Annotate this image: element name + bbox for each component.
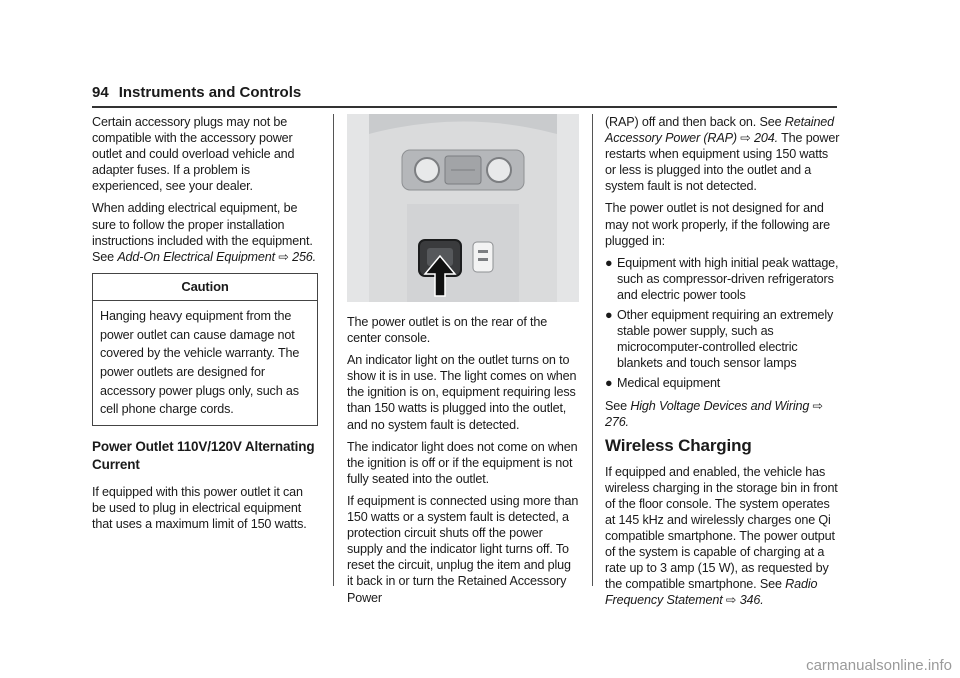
heading-wireless-charging: Wireless Charging: [605, 435, 752, 455]
caution-title: Caution: [93, 274, 317, 301]
list-item: ● Medical equipment: [605, 376, 721, 391]
paragraph-indicator-off: The indicator light does not come on when the ignition is off or if the equipment is not fully seated into the outlet.: [347, 439, 578, 486]
link-radio-frequency-statement[interactable]: Radio Frequency Statement: [605, 577, 818, 608]
page-ref-arrow-icon: ⇨: [740, 131, 751, 146]
page-ref-arrow-icon: ⇨: [812, 398, 823, 413]
page-ref-arrow-icon: ⇨: [725, 593, 737, 608]
bullet-icon: ●: [605, 376, 613, 391]
power-outlet-photo: [347, 114, 579, 302]
column-divider-left: [333, 114, 334, 586]
paragraph-wireless-charging: If equipped and enabled, the vehicle has wireless charging in the storage bin in front of the floor console. The system operates at 145 kHz and wirelessly charges one Qi compatible smartphone. The power output of the system is capable of charging at a rate up to 3 amp (15 W), as requested by the compatible smartphone. See Radio Frequency Statement ⇨ 346.: [605, 464, 838, 608]
paragraph-accessory-plugs: Certain accessory plugs may not be compatible with the accessory power outlet and could overload vehicle and adapter fuses. If a problem is experienced, see your dealer.: [92, 115, 295, 194]
column-divider-right: [592, 114, 593, 586]
link-high-voltage-devices[interactable]: High Voltage Devices and Wiring: [630, 398, 810, 413]
column-left: [92, 114, 318, 538]
equipment-list: [605, 255, 840, 392]
paragraph-outlet-location: The power outlet is on the rear of the center console.: [347, 315, 548, 346]
header-rule: [92, 106, 837, 108]
link-add-on-electrical-equipment[interactable]: Add-On Electrical Equipment: [117, 249, 275, 264]
section-title: Instruments and Controls: [118, 84, 302, 101]
caution-body: Hanging heavy equipment from the power outlet can cause damage not covered by the vehicle warranty. The power outlets are designed for accessory power plugs only, such as cell phone charge cords.: [100, 308, 300, 417]
paragraph-power-outlet-usage: If equipped with this power outlet it can be used to plug in electrical equipment that uses a maximum limit of 150 watts.: [92, 485, 307, 532]
paragraph-rap: (RAP) off and then back on. See Retained Accessory Power (RAP) ⇨ 204. The power restarts when equipment using 150 watts or less is plugged into the outlet and a system fault is not detected.: [605, 115, 840, 194]
paragraph-indicator-on: An indicator light on the outlet turns on to show it is in use. The light comes on when the ignition is on, equipment requiring less than 150 watts is plugged into the outlet, and no system fault is detected.: [347, 353, 577, 432]
column-right: [605, 114, 840, 615]
caution-box: [92, 273, 318, 426]
heading-power-outlet: Power Outlet 110V/120V Alternating Current: [92, 439, 315, 473]
link-retained-accessory-power[interactable]: Retained Accessory Power (RAP): [605, 115, 835, 146]
column-middle: [347, 114, 579, 612]
watermark: carmanualsonline.info: [806, 657, 952, 674]
page-header: [92, 84, 837, 108]
paragraph-protection-circuit: If equipment is connected using more than 150 watts or a system fault is detected, a protection circuit shuts off the power supply and the indicator light turns off. To reset the circuit, unplug the item and plug it back in or turn the Retained Accessory Power: [347, 493, 579, 605]
bullet-icon: ●: [605, 255, 613, 270]
list-item: ● Other equipment requiring an extremely stable power supply, such as microcomputer-controlled electric blankets and touch sensor lamps: [605, 308, 834, 371]
page-ref-204[interactable]: 204.: [754, 131, 778, 146]
paragraph-not-designed: The power outlet is not designed for and may not work properly, if the following are plugged in:: [605, 201, 831, 248]
page-ref-346[interactable]: 346.: [739, 593, 764, 608]
page-ref-256[interactable]: 256.: [292, 249, 317, 264]
paragraph-see-high-voltage: See High Voltage Devices and Wiring ⇨ 276.: [605, 398, 823, 429]
paragraph-adding-equipment: When adding electrical equipment, be sure to follow the proper installation instructions included with the equipment. See Add-On Electrical Equipment ⇨ 256.: [92, 201, 317, 264]
page-ref-276[interactable]: 276.: [605, 414, 629, 429]
page-number: 94: [92, 84, 109, 101]
list-item: ● Equipment with high initial peak wattage, such as compressor-driven refrigerators and electric power tools: [605, 255, 839, 302]
bullet-icon: ●: [605, 308, 613, 323]
page-ref-arrow-icon: ⇨: [278, 249, 289, 264]
